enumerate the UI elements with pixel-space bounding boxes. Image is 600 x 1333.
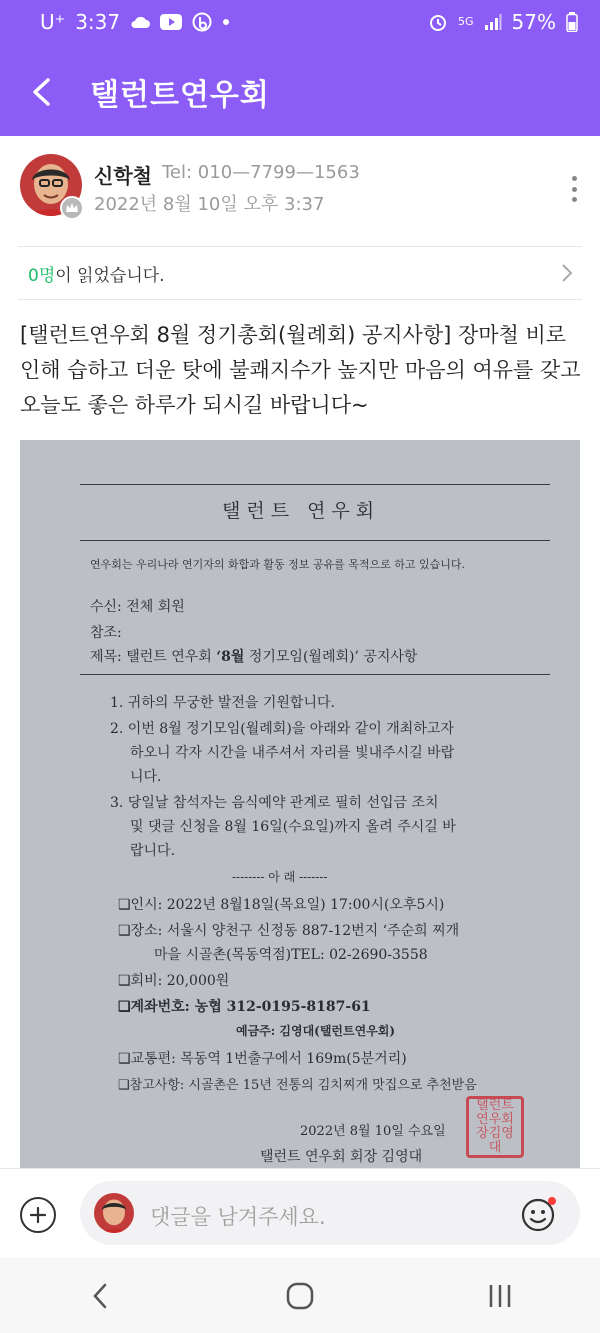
doc-cc: 참조: <box>90 625 122 641</box>
plus-icon <box>29 1206 47 1224</box>
doc-sign-date: 2022년 8월 10일 수요일 <box>300 1124 446 1139</box>
signal-icon <box>484 14 502 30</box>
b-app-icon <box>192 12 212 32</box>
system-nav-bar <box>0 1258 600 1333</box>
divider <box>80 484 550 485</box>
doc-place: 마을 시골촌(목동역점)TEL: 02-2690-3558 <box>154 947 428 963</box>
divider <box>80 540 550 541</box>
official-stamp: 탤런트연우회장김영대 <box>466 1096 524 1158</box>
battery-icon <box>566 12 578 32</box>
doc-title: 탤런트 연우회 <box>222 500 381 522</box>
app-bar <box>0 52 600 132</box>
cloud-icon <box>130 15 150 29</box>
nav-home-button[interactable] <box>260 1266 340 1326</box>
clock: 3:37 <box>75 10 121 34</box>
nav-recents-icon <box>486 1283 514 1309</box>
notice-document <box>32 456 570 1168</box>
back-arrow-icon <box>28 77 54 107</box>
doc-transport: ❑교통편: 목동역 1번출구에서 169m(5분거리) <box>118 1051 407 1067</box>
attached-image[interactable] <box>20 440 580 1168</box>
read-count: 0명 <box>28 265 56 286</box>
comment-bar <box>0 1168 600 1258</box>
dot-icon <box>572 197 577 202</box>
author-name[interactable]: 신학철 <box>94 164 152 188</box>
read-label: 이 읽었습니다. <box>55 265 165 286</box>
comment-input[interactable] <box>80 1181 580 1245</box>
doc-purpose: 연우회는 우리나라 연기자의 화합과 활동 정보 공유를 목적으로 하고 있습니다. <box>90 558 465 571</box>
doc-item: 랍니다. <box>130 843 176 859</box>
author-tel: Tel: 010—7799—1563 <box>162 162 360 183</box>
doc-place: ❑장소: 서울시 양천구 신정동 887-12번지 ‘주순희 찌개 <box>118 923 460 939</box>
more-options-button[interactable] <box>562 172 586 206</box>
doc-sign-org: 탤런트 연우회 회장 김영대 <box>260 1149 423 1165</box>
doc-account: ❑계좌번호: 농협 312-0195-8187-61 <box>118 999 371 1015</box>
doc-below-heading: -------- 아 래 ------- <box>232 870 328 884</box>
carrier-label: U⁺ <box>40 10 66 34</box>
post-author <box>0 136 600 246</box>
youtube-icon <box>160 14 182 30</box>
doc-subject: 제목: 탤런트 연우회 ‘8월 정기모임(월례회)’ 공지사항 <box>90 649 418 665</box>
doc-schedule: ❑인시: 2022년 8월18일(목요일) 17:00시(오후5시) <box>118 897 445 913</box>
dot-icon <box>572 176 577 181</box>
doc-item: 1. 귀하의 무궁한 발전을 기원합니다. <box>110 695 335 711</box>
post-body: [탤런트연우회 8월 정기총회(월례회) 공지사항] 장마철 비로 인해 습하고 더운 탓에 불쾌지수가 높지만 마음의 여유를 갖고 오늘도 좋은 하루가 되시길 바랍니다~ <box>20 323 581 417</box>
add-attachment-button[interactable] <box>20 1197 56 1233</box>
emoji-icon[interactable] <box>520 1195 558 1233</box>
doc-item: 및 댓글 신청을 8월 16일(수요일)까지 올려 주시길 바 <box>130 819 456 835</box>
doc-item: 2. 이번 8월 정기모임(월례회)을 아래와 같이 개최하고자 <box>110 721 454 737</box>
avatar <box>94 1193 134 1233</box>
read-count-row[interactable] <box>18 246 582 300</box>
back-button[interactable] <box>6 57 76 127</box>
nav-home-icon <box>285 1281 315 1311</box>
doc-note: ❑참고사항: 시골촌은 15년 전통의 김치찌개 맛집으로 추천받음 <box>118 1078 477 1093</box>
status-bar <box>0 0 600 44</box>
nav-back-button[interactable] <box>60 1266 140 1326</box>
doc-fee: ❑회비: 20,000원 <box>118 973 230 989</box>
divider <box>80 674 550 675</box>
doc-depositor: 예금주: 김영대(탤런트연우회) <box>236 1024 396 1038</box>
comment-placeholder: 댓글을 남겨주세요. <box>150 1205 326 1229</box>
nav-recents-button[interactable] <box>460 1266 540 1326</box>
doc-item: 하오니 각자 시간을 내주셔서 자리를 빛내주시길 바랍 <box>130 745 455 761</box>
battery-percent: 57% <box>511 10 556 34</box>
chevron-right-icon <box>560 262 574 284</box>
nav-back-icon <box>91 1282 109 1310</box>
doc-item: 니다. <box>130 769 162 785</box>
network-label: 5G <box>458 15 474 28</box>
dot-icon <box>222 18 230 26</box>
post-date: 2022년 8월 10일 오후 3:37 <box>94 194 325 215</box>
doc-recipient: 수신: 전체 회원 <box>90 599 185 615</box>
page-title: 탤런트연우회 <box>90 78 270 113</box>
doc-item: 3. 당일날 참석자는 음식예약 관계로 필히 선입금 조치 <box>110 795 439 811</box>
crown-badge-icon <box>60 196 84 220</box>
header-bar <box>0 0 600 136</box>
alarm-icon <box>428 12 448 32</box>
dot-icon <box>572 187 577 192</box>
